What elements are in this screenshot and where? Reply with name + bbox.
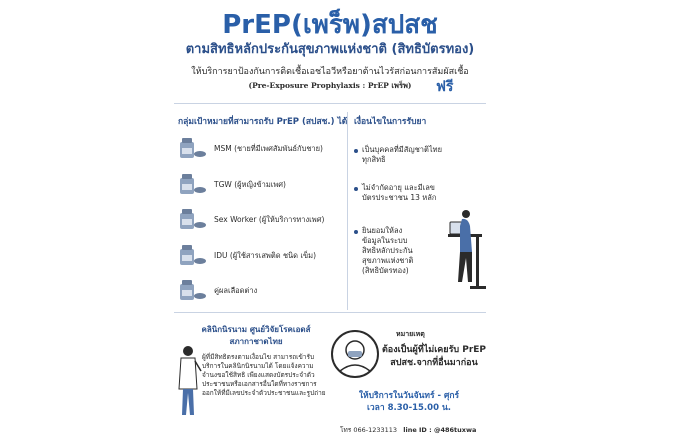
bullet-icon <box>354 187 358 191</box>
condition-text: เป็นบุคคลที่มีสัญชาติไทย ทุกสิทธิ <box>362 145 442 164</box>
bullet-icon <box>354 149 358 153</box>
prep-poster <box>164 0 496 444</box>
target-item <box>178 207 348 233</box>
clinic-text: ผู้ที่มีสิทธิตรงตามเงื่อนไข สามารถเข้ารับบริการในคลินิกนิรนามได้ โดยแจ้งความจำนงขอใช้สิทธิ เพียงแสดงบัตรประจำตัวประชาชนหรือเอกสารอื่นใดที่ทางราชการออกให้ที่มีเลขประจำตัวประชาชนและรูปถ่าย <box>202 353 326 397</box>
poster-title: PrEP(เพร็พ)สปสช <box>222 10 438 40</box>
target-item <box>178 243 348 269</box>
target-label: Sex Worker (ผู้ให้บริการทางเพศ) <box>214 215 325 224</box>
condition-text: ยินยอมให้ลง ข้อมูลในระบบ สิทธิหลักประกัน สุขภาพแห่งชาติ (สิทธิบัตรทอง) <box>362 226 414 275</box>
contact-line-id: line ID : @486tuxwa <box>403 426 477 434</box>
conditions-title: เงื่อนไขในการรับยา <box>354 117 427 127</box>
contact-info <box>340 425 476 435</box>
target-item <box>178 136 348 162</box>
poster-description: ให้บริการยาป้องกันการติดเชื้อเอชไอวีหรือยาต้านไวรัสก่อนการสัมผัสเชื้อ <box>191 67 469 77</box>
divider-bottom <box>174 312 486 313</box>
free-badge: ฟรี <box>436 79 454 95</box>
target-label: คู่ผลเลือดต่าง <box>214 286 258 295</box>
target-label: MSM (ชายที่มีเพศสัมพันธ์กับชาย) <box>214 144 323 153</box>
pill-bottle-icon <box>178 207 208 231</box>
target-item <box>178 278 348 304</box>
pill-bottle-icon <box>178 172 208 196</box>
bullet-icon <box>354 230 358 234</box>
poster-english-label: (Pre-Exposure Prophylaxis : PrEP เพร็พ) <box>248 81 412 90</box>
target-label: TGW (ผู้หญิงข้ามเพศ) <box>214 180 286 189</box>
target-item <box>178 172 348 198</box>
condition-text: ไม่จำกัดอายุ และมีเลข บัตรประชาชน 13 หลัก <box>362 183 437 202</box>
clinic-title: คลินิกนิรนาม ศูนย์วิจัยโรคเอดส์ สภากาชาดไทย <box>201 325 311 346</box>
poster-subtitle: ตามสิทธิหลักประกันสุขภาพแห่งชาติ (สิทธิบัตรทอง) <box>185 42 475 57</box>
service-hours: ให้บริการในวันจันทร์ - ศุกร์ เวลา 8.30-15.00 น. <box>358 391 460 413</box>
divider-top <box>174 103 486 104</box>
note-text: ต้องเป็นผู้ที่ไม่เคยรับ PrEP สปสช.จากที่อื่นมาก่อน <box>381 345 487 368</box>
target-label: IDU (ผู้ใช้สารเสพติด ชนิด เข็ม) <box>214 251 316 260</box>
pill-bottle-icon <box>178 136 208 160</box>
person-at-desk-illustration <box>446 208 492 292</box>
contact-phone: โทร 066-1233113 <box>340 426 398 434</box>
note-title: หมายเหตุ <box>396 330 425 338</box>
pill-bottle-icon <box>178 278 208 302</box>
pill-bottle-icon <box>178 243 208 267</box>
target-groups-title: กลุ่มเป้าหมายที่สามารถรับ PrEP (สปสช.) ได้ <box>178 117 348 127</box>
doctor-illustration <box>174 345 202 417</box>
masked-person-icon <box>330 329 380 379</box>
